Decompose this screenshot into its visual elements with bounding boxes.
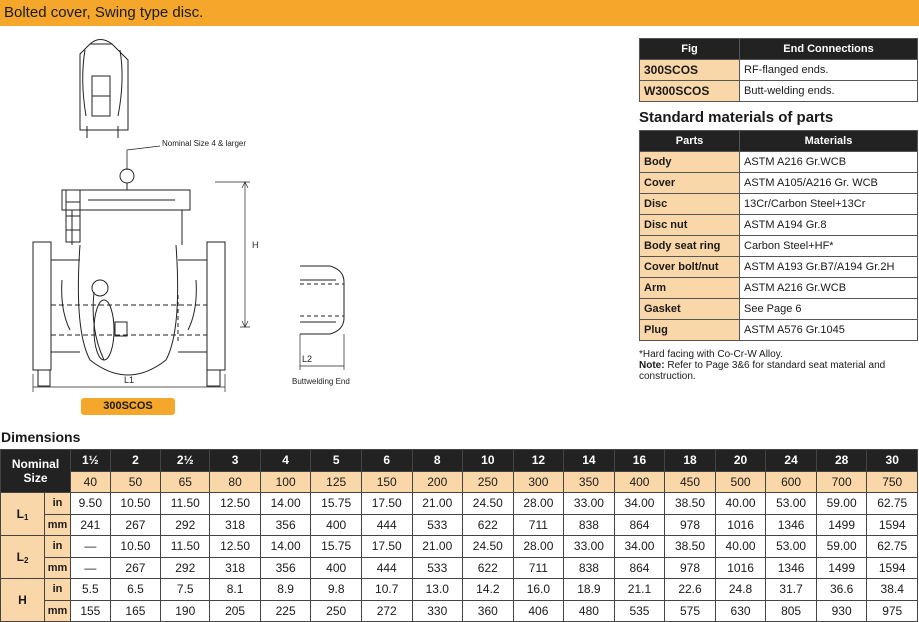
dimension-value: 267 [110,557,161,579]
dimension-value: 62.75 [867,493,918,515]
dimension-value: 622 [463,514,514,536]
dimension-value: 225 [260,600,311,622]
dimension-value: 33.00 [564,493,615,515]
dimension-value: 838 [564,514,615,536]
fig-code: W300SCOS [640,81,740,102]
part-name: Cover [640,173,740,194]
unit-label: mm [45,600,71,622]
dimension-value: 533 [412,514,463,536]
dimension-value: — [71,557,111,579]
table-row [1,493,918,515]
dimension-value: 10.50 [110,493,161,515]
dimension-value: 1346 [766,514,817,536]
dimension-value: 10.7 [361,579,412,601]
material-value: Carbon Steel+HF* [740,236,918,257]
material-value: ASTM A576 Gr.1045 [740,320,918,341]
dimension-subscript: 1 [23,512,29,522]
dimension-value: 318 [210,514,261,536]
dimension-value: 59.00 [816,536,867,558]
size-inch-header: 2½ [161,450,210,472]
table-row [1,600,918,622]
dimension-value: 400 [311,557,362,579]
size-inch-header: 14 [564,450,615,472]
table-row [640,81,918,102]
dimension-value: 535 [614,600,665,622]
dimension-value: 356 [260,514,311,536]
dimension-value: 21.1 [614,579,665,601]
size-mm-header: 125 [311,471,362,493]
dimension-value: 16.0 [513,579,564,601]
dimension-value: 53.00 [766,536,817,558]
dimension-value: 59.00 [816,493,867,515]
dimension-value: 444 [361,514,412,536]
size-mm-header: 500 [715,471,766,493]
size-mm-header: 750 [867,471,918,493]
dimension-symbol: L [16,549,24,564]
note-label: Note: [639,360,665,371]
table-row [1,514,918,536]
size-inch-header: 4 [260,450,311,472]
dimension-value: 53.00 [766,493,817,515]
nominal-size-header [1,450,71,493]
dimension-value: 62.75 [867,536,918,558]
dimension-value: 318 [210,557,261,579]
dimension-value: 10.50 [110,536,161,558]
dimension-value: 15.75 [311,536,362,558]
size-mm-header: 65 [161,471,210,493]
dimension-value: 6.5 [110,579,161,601]
dimension-value: 1594 [867,514,918,536]
size-inch-header: 24 [766,450,817,472]
fig-header: Fig [640,39,740,60]
unit-label: in [45,493,71,515]
dimension-value: 1346 [766,557,817,579]
dimension-value: 1594 [867,557,918,579]
size-mm-header: 80 [210,471,261,493]
table-row [1,557,918,579]
l1-dimension-label: L1 [124,375,135,385]
dimension-value: 155 [71,600,111,622]
size-mm-header: 300 [513,471,564,493]
size-mm-header: 40 [71,471,111,493]
part-name: Body [640,152,740,173]
dimension-value: 406 [513,600,564,622]
dimension-value: 622 [463,557,514,579]
size-mm-header: 200 [412,471,463,493]
dimension-label [1,579,45,622]
table-row [640,194,918,215]
size-inch-header: 16 [614,450,665,472]
dimension-value: 40.00 [715,493,766,515]
dimension-value: 292 [161,557,210,579]
dimension-value: 11.50 [161,493,210,515]
table-row [640,257,918,278]
dimension-value: 267 [110,514,161,536]
dimension-value: 8.1 [210,579,261,601]
dimension-value: 14.00 [260,493,311,515]
part-name: Gasket [640,299,740,320]
dimension-value: 38.50 [665,493,716,515]
end-connection: RF-flanged ends. [740,60,918,81]
notes [639,349,919,382]
material-value: ASTM A216 Gr.WCB [740,278,918,299]
dimension-value: 17.50 [361,493,412,515]
size-mm-header: 50 [110,471,161,493]
dimension-value: 24.8 [715,579,766,601]
dimension-value: 205 [210,600,261,622]
dimensions-title: Dimensions [1,429,81,445]
dimension-value: 22.6 [665,579,716,601]
dimension-value: 33.00 [564,536,615,558]
dimension-value: 272 [361,600,412,622]
dimension-value: 7.5 [161,579,210,601]
size-inch-header: 2 [110,450,161,472]
hardfacing-note: *Hard facing with Co-Cr-W Alloy. [639,349,783,360]
size-mm-header: 350 [564,471,615,493]
dimension-value: 5.5 [71,579,111,601]
size-mm-header: 450 [665,471,716,493]
dimension-value: 12.50 [210,536,261,558]
unit-label: mm [45,514,71,536]
size-inch-header: 8 [412,450,463,472]
dimension-value: 28.00 [513,493,564,515]
top-view-sketch [80,40,128,139]
size-mm-header: 100 [260,471,311,493]
dimension-value: 630 [715,600,766,622]
dimension-value: 533 [412,557,463,579]
material-value: See Page 6 [740,299,918,320]
dimension-value: 21.00 [412,493,463,515]
dimension-value: 34.00 [614,493,665,515]
dimension-value: 711 [513,514,564,536]
material-value: ASTM A105/A216 Gr. WCB [740,173,918,194]
size-inch-header: 28 [816,450,867,472]
dimension-value: 13.0 [412,579,463,601]
dimension-value: 1499 [816,557,867,579]
parts-header: Parts [640,131,740,152]
dimension-value: 24.50 [463,536,514,558]
reference-note [639,360,919,382]
dimension-label [1,493,45,536]
table-row [640,60,918,81]
size-inch-header: 20 [715,450,766,472]
unit-label: in [45,579,71,601]
dimension-value: 1499 [816,514,867,536]
size-mm-header: 600 [766,471,817,493]
dimension-value: 21.00 [412,536,463,558]
dimension-value: 17.50 [361,536,412,558]
size-mm-header: 400 [614,471,665,493]
dimension-value: 978 [665,514,716,536]
material-value: ASTM A193 Gr.B7/A194 Gr.2H [740,257,918,278]
dimension-value: 480 [564,600,615,622]
material-value: ASTM A194 Gr.8 [740,215,918,236]
part-name: Cover bolt/nut [640,257,740,278]
size-inch-header: 1½ [71,450,111,472]
unit-label: in [45,536,71,558]
end-connections-header: End Connections [740,39,918,60]
dimension-value: 165 [110,600,161,622]
table-row [640,299,918,320]
materials-header: Materials [740,131,918,152]
dimension-value: 1016 [715,557,766,579]
main-view-sketch [33,169,225,386]
table-row [1,536,918,558]
fig-code: 300SCOS [640,60,740,81]
size-inch-header: 6 [361,450,412,472]
h-dimension-label: H [252,240,259,250]
size-mm-header: 150 [361,471,412,493]
dimensions-table [0,449,918,622]
dimension-value: 864 [614,557,665,579]
size-inch-header: 18 [665,450,716,472]
dimension-value: 24.50 [463,493,514,515]
table-row [640,215,918,236]
nominal-label: Nominal [11,457,60,471]
material-value: ASTM A216 Gr.WCB [740,152,918,173]
dimension-subscript: 2 [23,555,29,565]
table-row [640,173,918,194]
unit-label: mm [45,557,71,579]
material-value: 13Cr/Carbon Steel+13Cr [740,194,918,215]
materials-table [639,130,918,341]
table-row [1,579,918,601]
size-inch-header: 3 [210,450,261,472]
part-name: Arm [640,278,740,299]
materials-title: Standard materials of parts [639,109,834,126]
dimension-value: 9.50 [71,493,111,515]
note-text: Refer to Page 3&6 for standard seat material and construction. [639,360,886,382]
dimension-value: 575 [665,600,716,622]
dimension-value: 14.2 [463,579,514,601]
dimension-symbol: L [16,506,24,521]
size-inch-header: 10 [463,450,514,472]
page-title: Bolted cover, Swing type disc. [0,0,919,26]
dimension-value: 28.00 [513,536,564,558]
dimension-value: 9.8 [311,579,362,601]
dimension-value: 250 [311,600,362,622]
table-row [640,278,918,299]
dimension-value: 930 [816,600,867,622]
valve-drawing [0,30,620,420]
part-name: Disc nut [640,215,740,236]
size-mm-header: 250 [463,471,514,493]
table-row [640,236,918,257]
dimension-value: 805 [766,600,817,622]
dimension-value: 11.50 [161,536,210,558]
dimension-value: 711 [513,557,564,579]
l2-dimension-label: L2 [302,354,313,364]
buttweld-end-label: Buttwelding End [292,377,350,386]
size-inch-header: 30 [867,450,918,472]
dimension-value: 190 [161,600,210,622]
dimension-value: 34.00 [614,536,665,558]
part-name: Plug [640,320,740,341]
dimension-value: 14.00 [260,536,311,558]
dimension-value: 15.75 [311,493,362,515]
dimension-value: — [71,536,111,558]
dimension-value: 975 [867,600,918,622]
dimension-value: 864 [614,514,665,536]
dimension-value: 40.00 [715,536,766,558]
dimension-value: 31.7 [766,579,817,601]
dimension-value: 356 [260,557,311,579]
dimension-value: 978 [665,557,716,579]
dimension-value: 38.4 [867,579,918,601]
dimension-value: 8.9 [260,579,311,601]
size-mm-header: 700 [816,471,867,493]
size-inch-header: 12 [513,450,564,472]
size-inch-header: 5 [311,450,362,472]
dimension-value: 838 [564,557,615,579]
dimension-value: 292 [161,514,210,536]
table-row [640,152,918,173]
table-row [640,320,918,341]
fig-table [639,38,918,102]
end-connection: Butt-welding ends. [740,81,918,102]
dimension-value: 12.50 [210,493,261,515]
dimension-label [1,536,45,579]
dimension-value: 18.9 [564,579,615,601]
part-name: Disc [640,194,740,215]
dimension-value: 360 [463,600,514,622]
dimension-value: 400 [311,514,362,536]
dimension-value: 444 [361,557,412,579]
size-label: Size [23,471,48,485]
dimension-value: 36.6 [816,579,867,601]
dimension-symbol: H [18,593,27,607]
nominal-size-note: Nominal Size 4 & larger [162,139,247,148]
dimension-value: 330 [412,600,463,622]
dimension-value: 1016 [715,514,766,536]
part-name: Body seat ring [640,236,740,257]
dimension-value: 38.50 [665,536,716,558]
dimension-value: 241 [71,514,111,536]
model-label: 300SCOS [81,398,175,415]
